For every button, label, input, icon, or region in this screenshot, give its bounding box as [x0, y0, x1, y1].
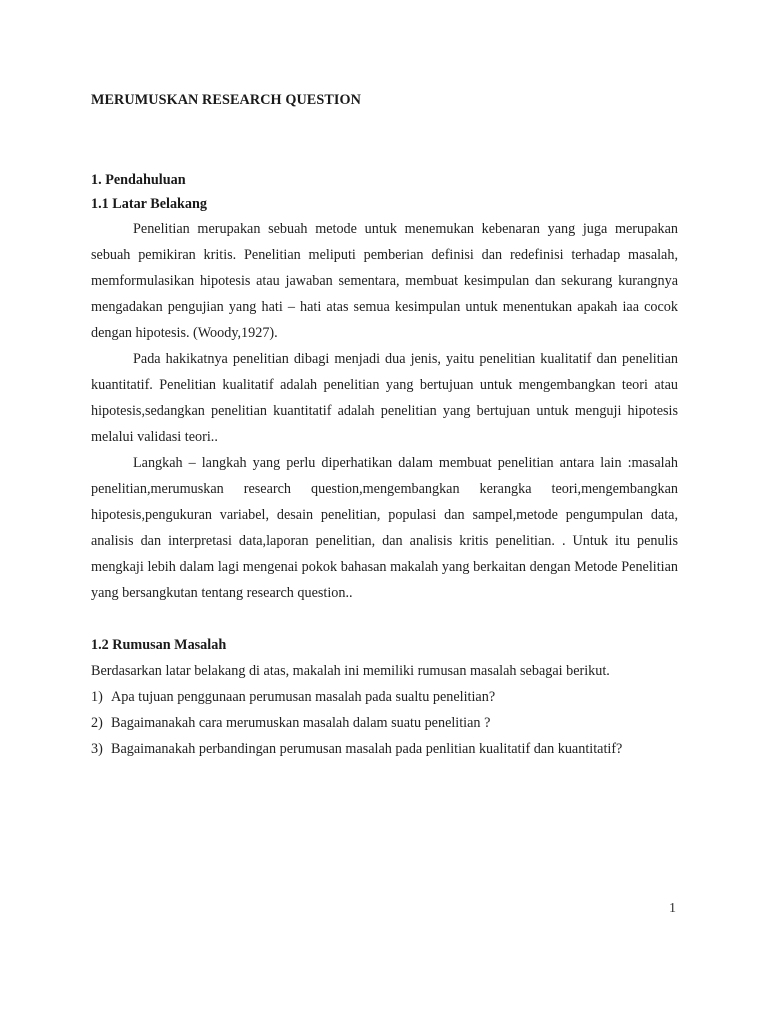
paragraph-rumusan-intro: Berdasarkan latar belakang di atas, makalah ini memiliki rumusan masalah sebagai berikut. — [91, 663, 610, 679]
subsection-heading-latar-belakang: 1.1 Latar Belakang — [91, 196, 208, 212]
paragraph-latar-belakang-2: Pada hakikatnya penelitian dibagi menjadi dua jenis, yaitu penelitian kualitatif dan penelitian kuantitatif. Penelitian kualitatif adalah penelitian yang bertujuan untuk mengembangkan teori atau hipotesis,sedangkan penelitian kuantitatif adalah penelitian yang bertujuan untuk menguji hipotesis melalui validasi teori.. — [91, 351, 678, 445]
paragraph-latar-belakang-1: Penelitian merupakan sebuah metode untuk menemukan kebenaran yang juga merupakan sebuah pemikiran kritis. Penelitian meliputi pemberian definisi dan redefinisi terhadap masalah, memformulasikan hipotesis atau jawaban sementara, membuat kesimpulan dan sekurang kurangnya mengadakan pengujian yang hati – hati atas semua kesimpulan untuk menentukan apakah iaa cocok dengan hipotesis. (Woody,1927). — [91, 221, 678, 341]
list-item — [91, 736, 678, 762]
paragraph-latar-belakang-3: Langkah – langkah yang perlu diperhatikan dalam membuat penelitian antara lain :masalah penelitian,merumuskan research question,mengembangkan kerangka teori,mengembangkan hipotesis,pengukuran variabel, desain penelitian, populasi dan sampel,metode pengumpulan data, analisis dan interpretasi data,laporan penelitian, dan analisis kritis penelitian. . Untuk itu penulis mengkaji lebih dalam lagi mengenai pokok bahasan makalah yang berkaitan dengan Metode Penelitian yang bersangkutan tentang research question.. — [91, 455, 678, 601]
list-item-number: 2) — [91, 715, 103, 731]
list-item-number: 3) — [91, 741, 103, 757]
page-number: 1 — [669, 901, 676, 916]
research-question-list — [91, 684, 678, 762]
document-title: MERUMUSKAN RESEARCH QUESTION — [91, 92, 362, 108]
section-heading-pendahuluan: 1. Pendahuluan — [91, 172, 186, 188]
list-item-text: Bagaimanakah perbandingan perumusan masalah pada penlitian kualitatif dan kuantitatif? — [111, 741, 623, 757]
list-item — [91, 684, 678, 710]
list-item-text: Apa tujuan penggunaan perumusan masalah pada sualtu penelitian? — [111, 689, 496, 705]
page-content — [91, 88, 678, 757]
subsection-heading-rumusan-masalah: 1.2 Rumusan Masalah — [91, 637, 227, 653]
list-item-number: 1) — [91, 689, 103, 705]
list-item — [91, 710, 678, 736]
list-item-text: Bagaimanakah cara merumuskan masalah dalam suatu penelitian ? — [111, 715, 491, 731]
